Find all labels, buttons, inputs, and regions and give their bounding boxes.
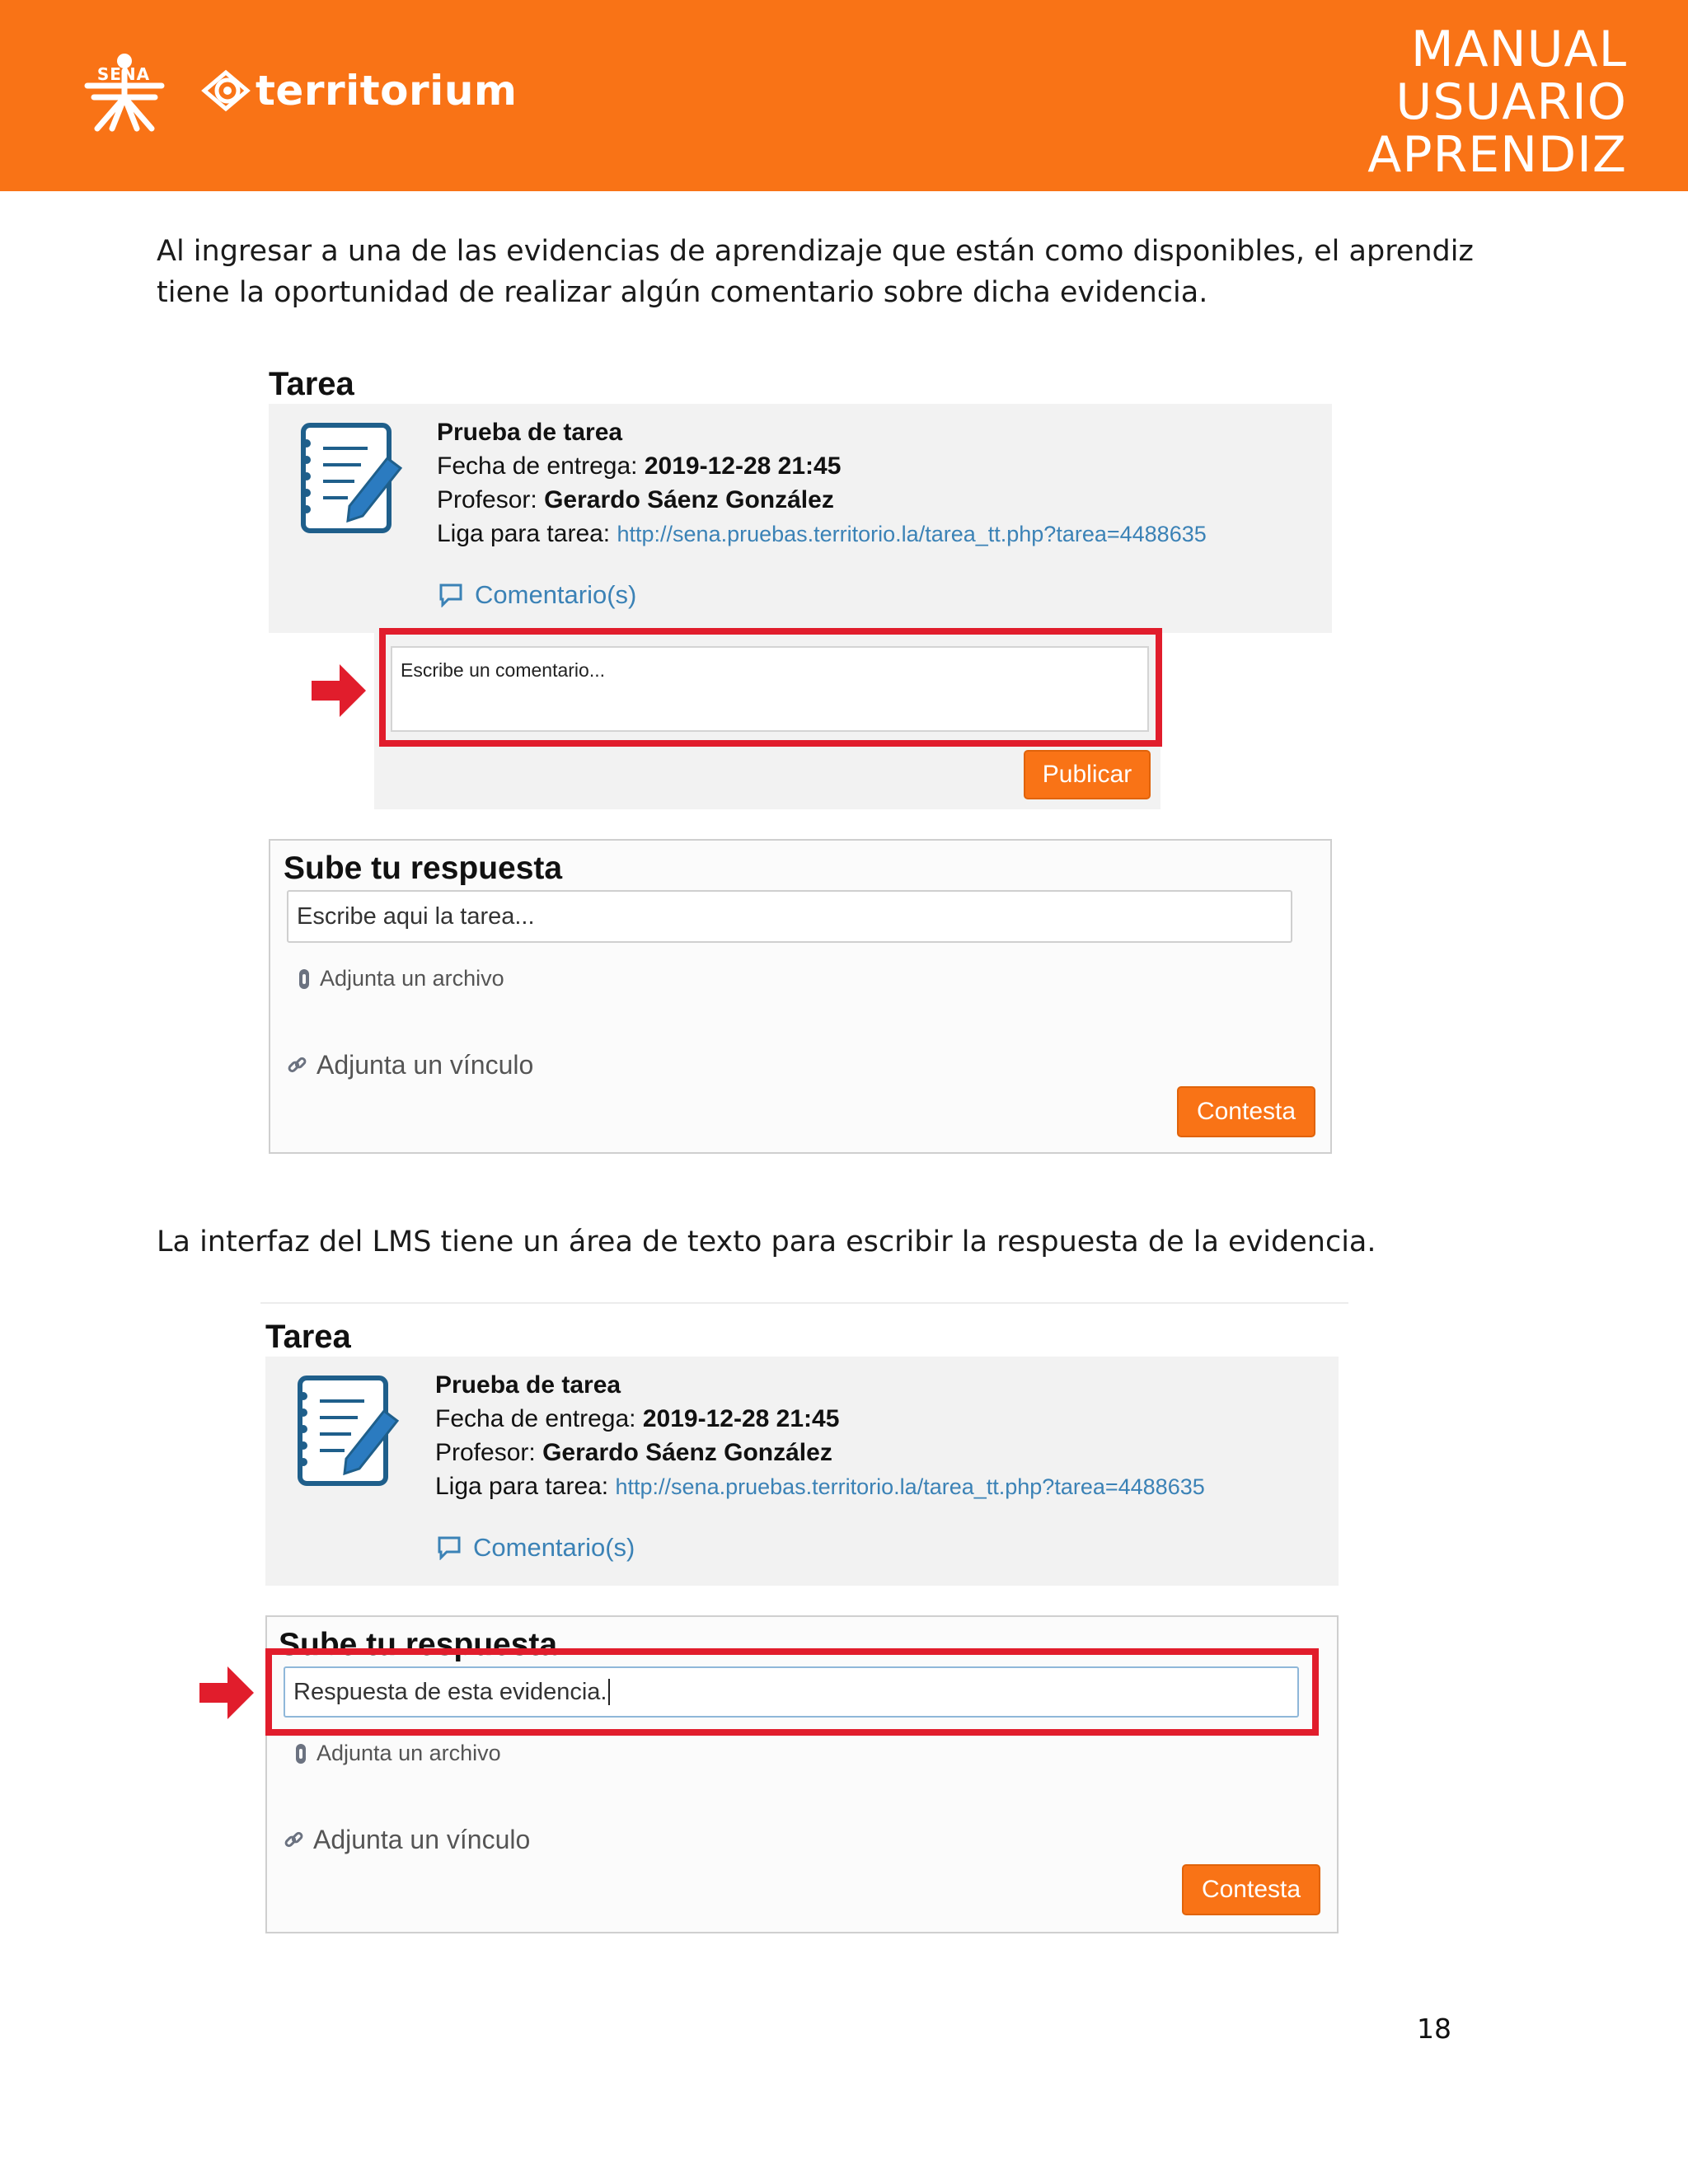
arrow-right-icon: [199, 1666, 254, 1719]
response-panel: [269, 839, 1332, 1154]
teacher-label: Profesor:: [435, 1439, 536, 1466]
due-value: 2019-12-28 21:45: [644, 452, 842, 480]
divider: [260, 1302, 1348, 1304]
chain-link-icon: [287, 1055, 308, 1076]
arrow-right-icon: [312, 664, 366, 717]
attach-link-label: Adjunta un vínculo: [313, 1825, 531, 1854]
response-input[interactable]: Escribe aqui la tarea...: [287, 890, 1292, 943]
manual-line: MANUAL: [1410, 21, 1627, 78]
task-heading: Tarea: [265, 1319, 351, 1355]
teacher-value: Gerardo Sáenz González: [542, 1439, 832, 1466]
sena-logo-icon: [79, 46, 170, 137]
due-label: Fecha de entrega:: [435, 1405, 636, 1432]
task-link[interactable]: http://sena.pruebas.territorio.la/tarea_tt.php?tarea=4488635: [617, 522, 1207, 546]
task-card: [265, 1357, 1339, 1586]
comments-label: Comentario(s): [475, 580, 637, 609]
attach-link-link[interactable]: [284, 1825, 530, 1855]
page-header: [0, 0, 1688, 191]
submit-button[interactable]: Contesta: [1177, 1086, 1315, 1137]
teacher-label: Profesor:: [437, 486, 537, 513]
attach-file-link[interactable]: [297, 966, 504, 991]
due-value: 2019-12-28 21:45: [642, 1405, 840, 1432]
comment-input[interactable]: Escribe un comentario...: [391, 646, 1149, 732]
notebook-pencil-icon: [295, 1373, 399, 1488]
lms-paragraph: La interfaz del LMS tiene un área de texto para escribir la respuesta de la evidencia.: [157, 1226, 1376, 1258]
task-card: [269, 404, 1332, 633]
attach-file-link[interactable]: [293, 1741, 501, 1766]
notebook-pencil-icon: [298, 420, 402, 536]
paperclip-icon: [297, 968, 312, 991]
target-icon: [201, 66, 251, 115]
manual-title: [1281, 21, 1627, 184]
highlight-box: [265, 1648, 1319, 1736]
comments-toggle[interactable]: [437, 1533, 635, 1563]
highlight-box: [379, 628, 1162, 747]
speech-bubble-icon: [438, 583, 463, 607]
attach-file-label: Adjunta un archivo: [316, 1741, 501, 1765]
task-link[interactable]: http://sena.pruebas.territorio.la/tarea_tt.php?tarea=4488635: [615, 1474, 1205, 1499]
paperclip-icon: [293, 1742, 308, 1765]
due-label: Fecha de entrega:: [437, 452, 638, 480]
territorium-wordmark: territorium: [256, 67, 518, 115]
comments-label: Comentario(s): [473, 1533, 635, 1562]
manual-line: APRENDIZ: [1367, 126, 1627, 184]
speech-bubble-icon: [437, 1535, 462, 1560]
manual-line: USUARIO: [1395, 73, 1627, 131]
response-value: Respuesta de esta evidencia.: [293, 1678, 607, 1705]
sena-label: SENA: [96, 64, 151, 84]
publish-button[interactable]: Publicar: [1024, 750, 1151, 799]
attach-link-label: Adjunta un vínculo: [316, 1050, 534, 1080]
chain-link-icon: [284, 1830, 305, 1851]
response-title: Sube tu respuesta: [284, 851, 563, 886]
attach-file-label: Adjunta un archivo: [320, 966, 504, 991]
teacher-value: Gerardo Sáenz González: [544, 486, 834, 513]
task-details: [437, 415, 1207, 551]
page-number: 18: [1417, 2013, 1451, 2045]
territorium-logo: [201, 66, 518, 115]
link-label: Liga para tarea:: [435, 1473, 609, 1500]
comments-toggle[interactable]: [438, 580, 636, 610]
submit-button[interactable]: Contesta: [1182, 1864, 1320, 1915]
task-heading: Tarea: [269, 366, 354, 402]
link-label: Liga para tarea:: [437, 520, 611, 547]
intro-paragraph: Al ingresar a una de las evidencias de aprendizaje que están como disponibles, el aprendiz tiene la oportunidad de realizar algún comentario sobre dicha evidencia.: [157, 235, 1474, 309]
task-name: Prueba de tarea: [437, 419, 623, 446]
task-name: Prueba de tarea: [435, 1371, 621, 1399]
attach-link-link[interactable]: [287, 1050, 533, 1080]
task-details: [435, 1368, 1205, 1504]
response-title: Sube tu respuesta: [279, 1627, 558, 1662]
